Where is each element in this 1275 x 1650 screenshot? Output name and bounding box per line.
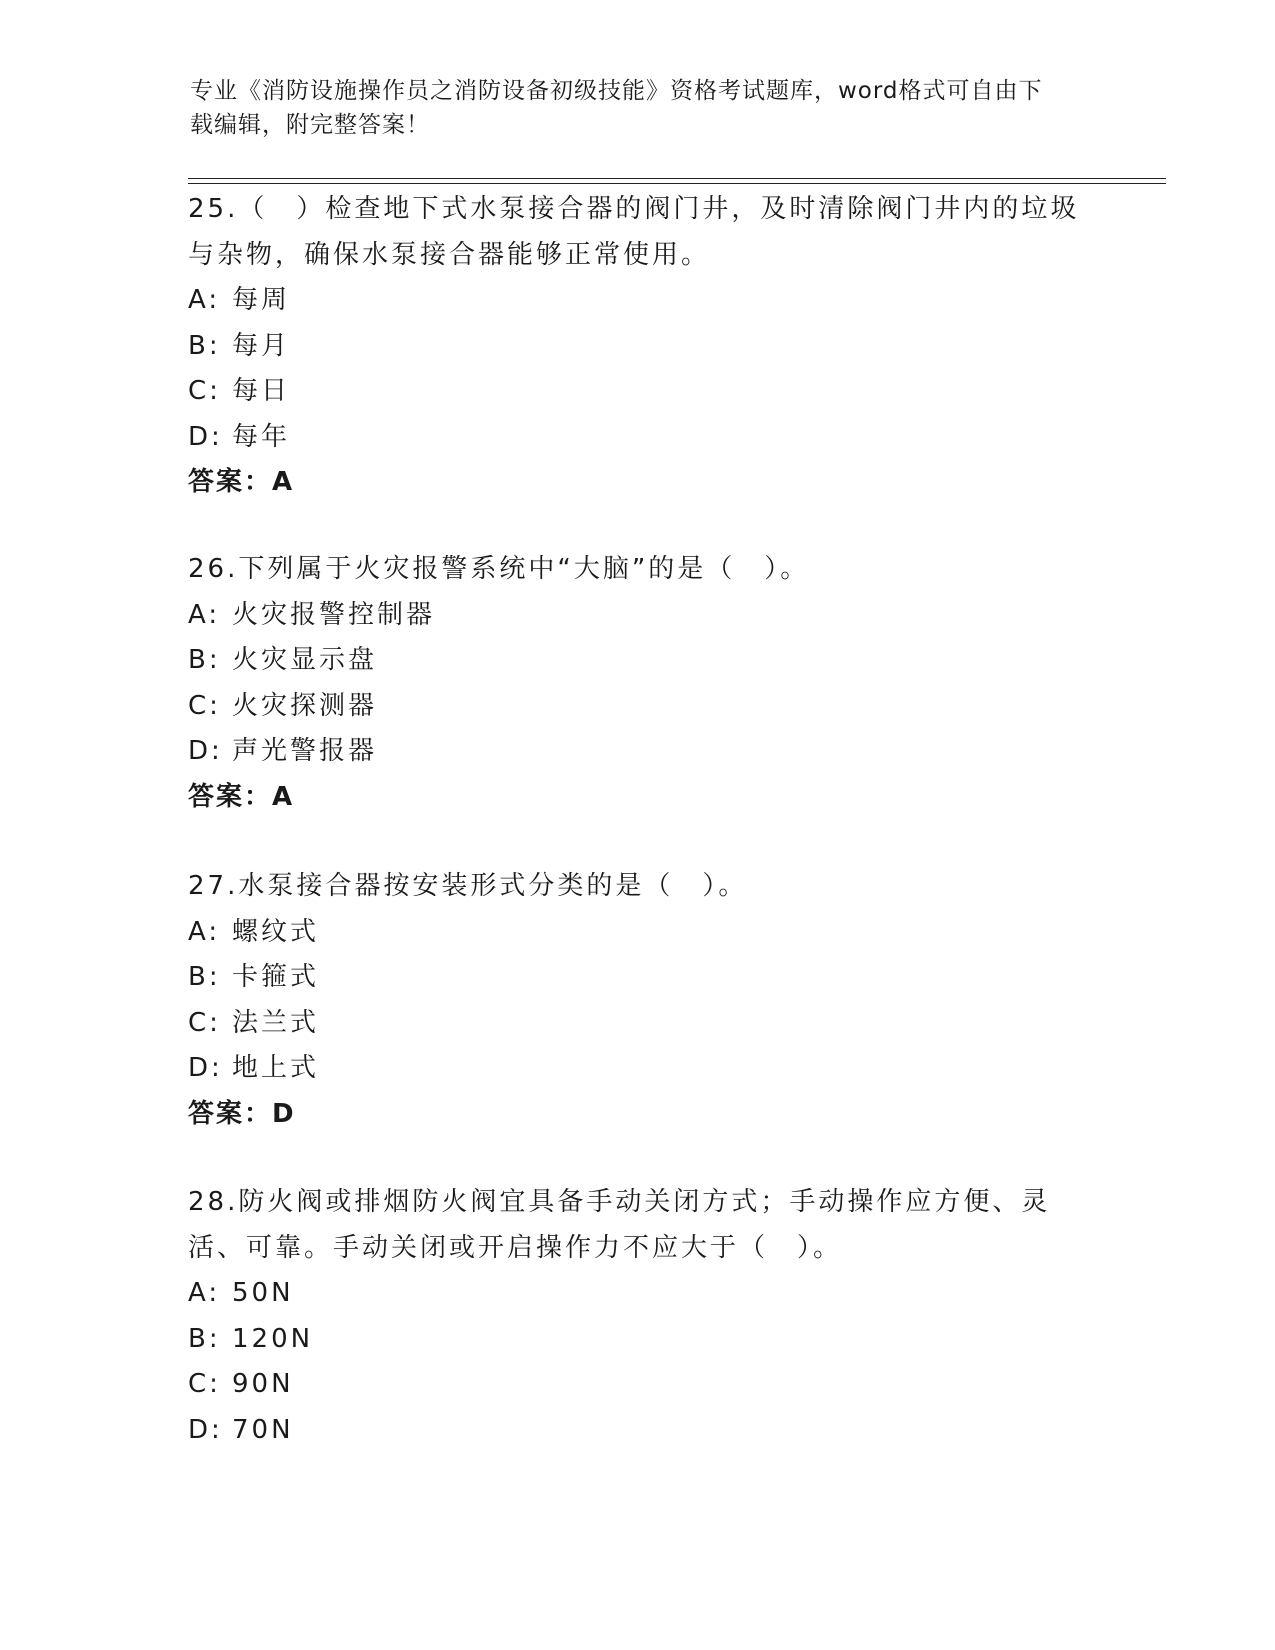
question-25 bbox=[188, 187, 1088, 506]
option-text: 地上式 bbox=[232, 1053, 320, 1083]
option-letter: A: bbox=[188, 1278, 221, 1308]
option-text: 螺纹式 bbox=[232, 916, 320, 947]
option-letter: C: bbox=[188, 376, 221, 406]
option-text: 每月 bbox=[232, 330, 291, 361]
option-letter: A: bbox=[188, 285, 221, 315]
option-letter: C: bbox=[188, 1007, 221, 1038]
option-letter: C: bbox=[188, 690, 221, 721]
option-b bbox=[188, 955, 1088, 1001]
option-a bbox=[188, 1271, 1088, 1317]
option-d bbox=[188, 415, 1088, 461]
option-a bbox=[188, 910, 1088, 956]
option-d bbox=[188, 1408, 1088, 1454]
option-text: 火灾探测器 bbox=[232, 690, 378, 721]
header-line-1: 专业《消防设施操作员之消防设备初级技能》资格考试题库，word格式可自由下 bbox=[190, 78, 1043, 104]
option-text: 每年 bbox=[232, 421, 291, 452]
option-letter: D: bbox=[188, 421, 223, 452]
question-text: 26.下列属于火灾报警系统中“大脑”的是（ ）。 bbox=[188, 554, 810, 584]
question-text: 28.防火阀或排烟防火阀宜具备手动关闭方式；手动操作应方便、灵活、可靠。手动关闭或开启操作力不应大于（ ）。 bbox=[188, 1187, 1051, 1263]
option-letter: C: bbox=[188, 1369, 221, 1399]
option-letter: D: bbox=[188, 1414, 223, 1445]
document-header bbox=[190, 74, 1090, 142]
answer-label: 答案：D bbox=[188, 1098, 296, 1129]
option-text: 70N bbox=[232, 1414, 294, 1445]
option-b bbox=[188, 1317, 1088, 1363]
option-b bbox=[188, 638, 1088, 684]
option-letter: B: bbox=[188, 962, 221, 992]
option-text: 90N bbox=[232, 1369, 294, 1399]
answer-label: 答案：A bbox=[188, 781, 295, 812]
option-d bbox=[188, 1046, 1088, 1092]
question-text: 27.水泵接合器按安装形式分类的是（ ）。 bbox=[188, 871, 748, 901]
option-text: 火灾报警控制器 bbox=[232, 599, 436, 630]
header-divider-top bbox=[188, 178, 1166, 179]
option-letter: D: bbox=[188, 736, 223, 766]
option-c bbox=[188, 684, 1088, 730]
option-letter: A: bbox=[188, 599, 221, 630]
option-a bbox=[188, 593, 1088, 639]
question-27 bbox=[188, 864, 1088, 1137]
option-text: 法兰式 bbox=[232, 1007, 320, 1038]
option-text: 每日 bbox=[232, 376, 291, 406]
option-text: 50N bbox=[232, 1278, 294, 1308]
question-26 bbox=[188, 547, 1088, 820]
header-line-2: 载编辑，附完整答案！ bbox=[190, 112, 430, 138]
option-letter: B: bbox=[188, 645, 221, 675]
option-c bbox=[188, 1001, 1088, 1047]
option-letter: D: bbox=[188, 1053, 223, 1083]
option-text: 卡箍式 bbox=[232, 962, 320, 992]
option-letter: A: bbox=[188, 916, 221, 947]
option-letter: B: bbox=[188, 1323, 221, 1354]
option-text: 声光警报器 bbox=[232, 736, 378, 766]
answer-label: 答案：A bbox=[188, 467, 295, 497]
header-divider-bottom bbox=[188, 183, 1166, 184]
question-text: 25.（ ）检查地下式水泵接合器的阀门井，及时清除阀门井内的垃圾与杂物，确保水泵接合器能够正常使用。 bbox=[188, 194, 1080, 270]
option-a bbox=[188, 278, 1088, 324]
option-text: 120N bbox=[232, 1323, 314, 1354]
option-letter: B: bbox=[188, 330, 221, 361]
option-c bbox=[188, 1362, 1088, 1408]
question-28 bbox=[188, 1180, 1088, 1453]
option-c bbox=[188, 369, 1088, 415]
option-text: 火灾显示盘 bbox=[232, 645, 378, 675]
option-b bbox=[188, 324, 1088, 370]
option-d bbox=[188, 729, 1088, 775]
option-text: 每周 bbox=[232, 285, 291, 315]
